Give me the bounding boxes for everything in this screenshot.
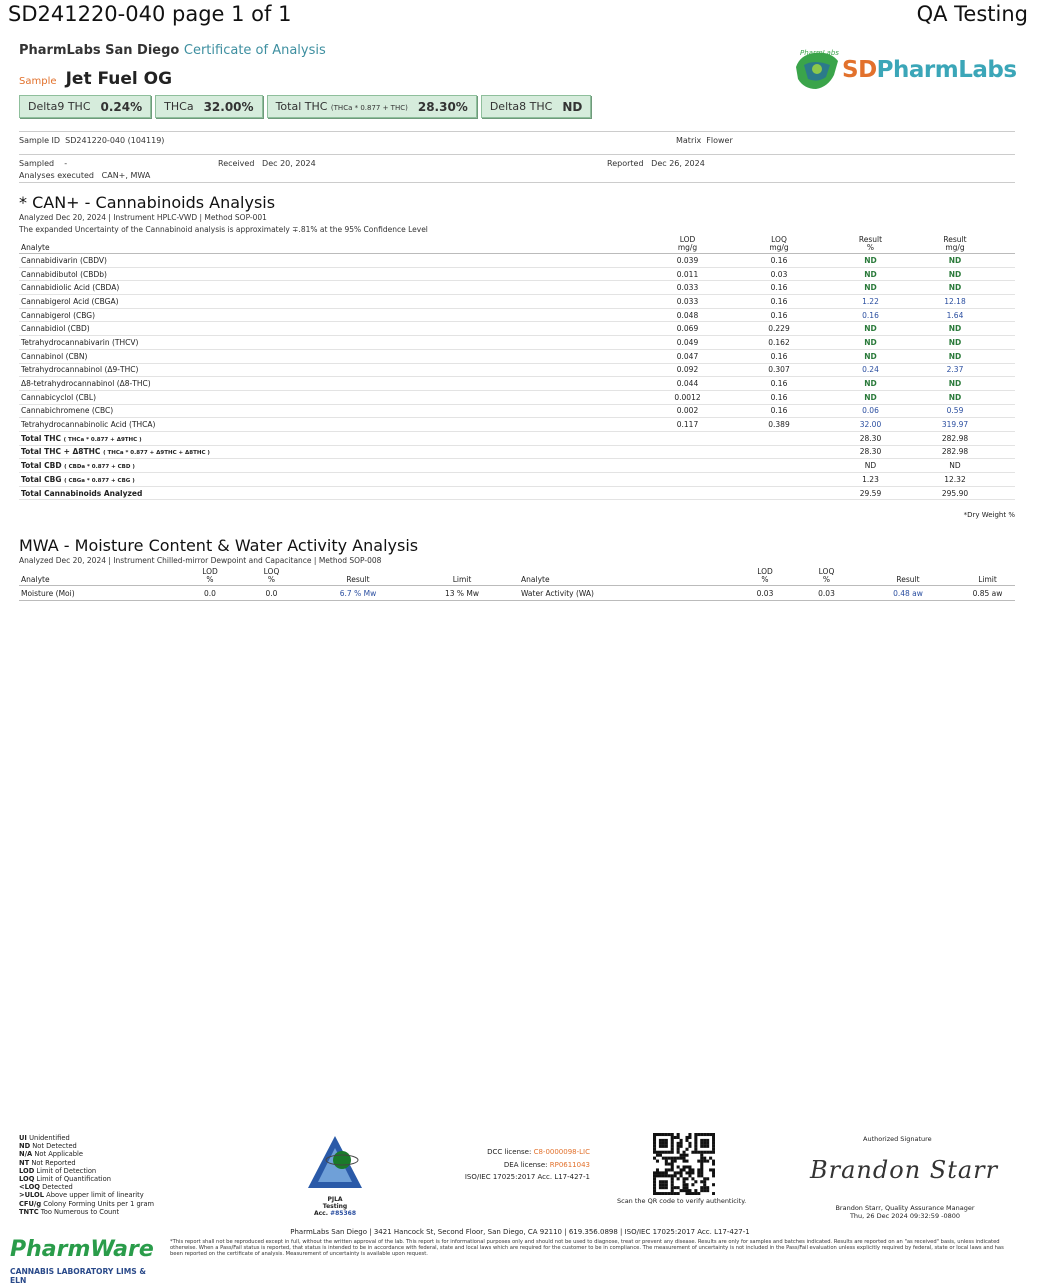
total-formula: ( THCa * 0.877 + Δ9THC + Δ8THC ) xyxy=(103,450,210,457)
can-section-title: * CAN+ - Cannabinoids Analysis xyxy=(19,193,276,212)
limit-value: 13 % Mw xyxy=(405,586,519,601)
result-mg: ND xyxy=(895,322,1015,336)
lod-value: 0.0 xyxy=(188,586,232,601)
lod-value: 0.044 xyxy=(663,377,712,391)
result-mg: ND xyxy=(895,459,1015,473)
table-row xyxy=(19,336,1015,350)
col-loq: LOQ mg/g xyxy=(712,236,846,254)
lod-value: 0.048 xyxy=(663,308,712,322)
result-mg: ND xyxy=(895,281,1015,295)
pjla-accreditation xyxy=(300,1130,370,1217)
col-analyte-2: Analyte xyxy=(519,568,733,586)
total-row xyxy=(19,473,1015,487)
total-name: Total THC ( THCa * 0.877 + Δ9THC ) xyxy=(19,431,663,445)
result-value: 6.7 % Mw xyxy=(311,586,405,601)
sample-name: Jet Fuel OG xyxy=(65,69,173,89)
result-mg: 12.18 xyxy=(895,295,1015,309)
loq-value: 0.16 xyxy=(712,377,846,391)
result-mg: 2.37 xyxy=(895,363,1015,377)
analyte-name: Cannabidivarin (CBDV) xyxy=(19,254,663,268)
table-row xyxy=(19,363,1015,377)
col-limit: Limit xyxy=(405,568,519,586)
analyses-field: Analyses executed CAN+, MWA xyxy=(19,171,151,180)
result-mg: 0.59 xyxy=(895,404,1015,418)
table-row xyxy=(19,322,1015,336)
sample-line xyxy=(19,69,172,89)
result-pct: 1.22 xyxy=(846,295,895,309)
loq-value: 0.0 xyxy=(232,586,311,601)
loq-value: 0.16 xyxy=(712,295,846,309)
loq-value: 0.229 xyxy=(712,322,846,336)
limit-value: 0.85 aw xyxy=(960,586,1015,601)
loq-value: 0.307 xyxy=(712,363,846,377)
mwa-table xyxy=(19,568,1015,601)
table-row xyxy=(19,267,1015,281)
result-pct: ND xyxy=(846,267,895,281)
total-row xyxy=(19,459,1015,473)
analyte-name: Cannabidibutol (CBDb) xyxy=(19,267,663,281)
result-mg: 282.98 xyxy=(895,445,1015,459)
analyte-name: Δ8-tetrahydrocannabinol (Δ8-THC) xyxy=(19,377,663,391)
mwa-analyzed: Analyzed Dec 20, 2024 | Instrument Chilled-mirror Dewpoint and Capacitance | Method SOP-008 xyxy=(19,556,382,565)
analyte-name: Cannabidiol (CBD) xyxy=(19,322,663,336)
analyte-name: Cannabichromene (CBC) xyxy=(19,404,663,418)
total-name: Total Cannabinoids Analyzed xyxy=(19,486,663,500)
analyte-name: Tetrahydrocannabinolic Acid (THCA) xyxy=(19,418,663,432)
lod-value: 0.117 xyxy=(663,418,712,432)
table-row xyxy=(19,295,1015,309)
col-lod: LOD % xyxy=(188,568,232,586)
table-row xyxy=(19,404,1015,418)
col-lod: LOD mg/g xyxy=(663,236,712,254)
logo-arc-text: PharmLabs xyxy=(800,49,839,57)
lod-value: 0.049 xyxy=(663,336,712,350)
lod-value: 0.03 xyxy=(733,586,797,601)
pjla-text: PJLA Testing Acc. #85368 xyxy=(313,1196,357,1217)
document-id: SD241220-040 page 1 of 1 xyxy=(8,2,292,26)
badge-formula: (THCa * 0.877 + THC) xyxy=(330,104,408,112)
loq-value: 0.16 xyxy=(712,308,846,322)
loq-value: 0.16 xyxy=(712,404,846,418)
legend-item: >ULOL Above upper limit of linearity xyxy=(19,1191,144,1200)
badge-total-thc xyxy=(267,95,477,118)
analyte-name: Tetrahydrocannabinol (Δ9-THC) xyxy=(19,363,663,377)
col-analyte: Analyte xyxy=(19,568,188,586)
badge-value: 0.24% xyxy=(100,99,143,114)
qr-note: Scan the QR code to verify authenticity. xyxy=(617,1197,747,1205)
dcc-license: DCC license: C8-0000098-LIC xyxy=(487,1148,590,1156)
loq-value: 0.162 xyxy=(712,336,846,350)
result-pct: 0.06 xyxy=(846,404,895,418)
result-mg: 1.64 xyxy=(895,308,1015,322)
loq-value: 0.16 xyxy=(712,254,846,268)
pjla-logo-icon xyxy=(300,1130,370,1192)
result-mg: ND xyxy=(895,254,1015,268)
signature-title: Authorized Signature xyxy=(863,1135,932,1143)
signature-image: Brandon Starr xyxy=(810,1156,999,1184)
loq-value: 0.389 xyxy=(712,418,846,432)
sample-label: Sample xyxy=(19,76,57,87)
loq-value: 0.16 xyxy=(712,281,846,295)
col-limit-2: Limit xyxy=(960,568,1015,586)
result-pct: ND xyxy=(846,322,895,336)
lab-line xyxy=(19,43,326,58)
col-loq: LOQ % xyxy=(232,568,311,586)
total-name: Total THC + Δ8THC ( THCa * 0.877 + Δ9THC + Δ8THC ) xyxy=(19,445,663,459)
loq-value: 0.16 xyxy=(712,349,846,363)
result-pct: ND xyxy=(846,377,895,391)
col-analyte: Analyte xyxy=(19,236,663,254)
loq-value: 0.03 xyxy=(712,267,846,281)
col-lod-2: LOD % xyxy=(733,568,797,586)
qr-code[interactable] xyxy=(653,1133,715,1195)
col-result: Result xyxy=(311,568,405,586)
result-mg: ND xyxy=(895,377,1015,391)
result-pct: 1.23 xyxy=(846,473,895,487)
col-result-2: Result xyxy=(856,568,960,586)
total-name: Total CBG ( CBGa * 0.877 + CBG ) xyxy=(19,473,663,487)
badge-label: Delta8 THC xyxy=(489,100,553,113)
analyte-name: Cannabinol (CBN) xyxy=(19,349,663,363)
table-header xyxy=(19,236,1015,254)
badge-label: THCa xyxy=(164,100,194,113)
doc-type: Certificate of Analysis xyxy=(183,43,326,58)
badge-label: Total THC (THCa * 0.877 + THC) xyxy=(275,100,408,113)
legend-item: N/A Not Applicable xyxy=(19,1150,83,1159)
result-mg: ND xyxy=(895,349,1015,363)
badge-label: Delta9 THC xyxy=(28,100,91,113)
result-pct: ND xyxy=(846,281,895,295)
abbreviation-legend xyxy=(19,1134,154,1216)
analyte-name: Cannabidiolic Acid (CBDA) xyxy=(19,281,663,295)
legend-item: NT Not Reported xyxy=(19,1158,76,1167)
result-pct: 32.00 xyxy=(846,418,895,432)
result-pct: 29.59 xyxy=(846,486,895,500)
result-mg: ND xyxy=(895,390,1015,404)
lab-name: PharmLabs San Diego xyxy=(19,43,180,58)
badge-thca xyxy=(155,95,262,118)
footer-disclaimer: *This report shall not be reproduced except in full, without the written approval of the lab. This report is for informational purposes only and should not be used to diagnose, treat or prevent any disease. Results are only for samples and batches indicated. Results are reported on an "as received" basis, unless indicated otherwise. When a Pass/Fail status is reported, that status is intended to be in accordance with federal, state and local laws which are required for the customer to be in compliance. The measurement of uncertainty is not included in the Pass/Fail evaluation unless explicitly required by federal, state or local laws and has been reported on the certificate of analysis. Measurement of uncertainty is available upon request. xyxy=(170,1239,1004,1257)
analyte-name: Cannabicyclol (CBL) xyxy=(19,390,663,404)
result-pct: 0.16 xyxy=(846,308,895,322)
qr-code-icon xyxy=(653,1133,715,1195)
table-row xyxy=(19,418,1015,432)
cannabinoids-table xyxy=(19,236,1015,500)
lod-value: 0.0012 xyxy=(663,390,712,404)
sample-id-field: Sample ID SD241220-040 (104119) xyxy=(19,136,165,145)
matrix-field: Matrix Flower xyxy=(676,136,733,145)
legend-item: <LOQ Detected xyxy=(19,1183,73,1192)
loq-value: 0.03 xyxy=(797,586,856,601)
analyte-name: Water Activity (WA) xyxy=(519,586,733,601)
lod-value: 0.039 xyxy=(663,254,712,268)
reported-field: Reported Dec 26, 2024 xyxy=(607,159,705,168)
legend-item: UI Unidentified xyxy=(19,1134,70,1142)
analyte-name: Moisture (Moi) xyxy=(19,586,188,601)
license-info xyxy=(440,1146,590,1184)
badge-delta9 xyxy=(19,95,151,118)
total-formula: ( CBGa * 0.877 + CBG ) xyxy=(64,477,135,484)
total-row xyxy=(19,486,1015,500)
table-header xyxy=(19,568,1015,586)
table-row xyxy=(19,390,1015,404)
lod-value: 0.033 xyxy=(663,295,712,309)
lod-value: 0.047 xyxy=(663,349,712,363)
iso-accreditation: ISO/IEC 17025:2017 Acc. L17-427-1 xyxy=(464,1173,590,1181)
result-pct: 0.24 xyxy=(846,363,895,377)
dry-weight-note: *Dry Weight % xyxy=(963,511,1015,519)
can-uncertainty: The expanded Uncertainty of the Cannabinoid analysis is approximately ∓.81% at the 95% Confidence Level xyxy=(19,225,428,234)
total-row xyxy=(19,445,1015,459)
pharmware-logo: PharmWare CANNABIS LABORATORY LIMS & ELN xyxy=(10,1237,154,1285)
lod-value: 0.033 xyxy=(663,281,712,295)
analyte-name: Tetrahydrocannabivarin (THCV) xyxy=(19,336,663,350)
result-mg: 319.97 xyxy=(895,418,1015,432)
result-pct: ND xyxy=(846,459,895,473)
sampled-field: Sampled - xyxy=(19,159,68,168)
dea-license: DEA license: RP0611043 xyxy=(503,1160,590,1169)
col-loq-2: LOQ % xyxy=(797,568,856,586)
total-row xyxy=(19,431,1015,445)
result-mg: ND xyxy=(895,267,1015,281)
lod-value: 0.069 xyxy=(663,322,712,336)
mwa-section-title: MWA - Moisture Content & Water Activity Analysis xyxy=(19,536,419,555)
table-row xyxy=(19,254,1015,268)
result-pct: ND xyxy=(846,336,895,350)
logo-text: SDPharmLabs xyxy=(842,57,1017,83)
col-result-mg: Result mg/g xyxy=(895,236,1015,254)
table-row xyxy=(19,308,1015,322)
total-formula: ( CBDa * 0.877 + CBD ) xyxy=(64,464,135,471)
analyte-name: Cannabigerol Acid (CBGA) xyxy=(19,295,663,309)
badge-value: 28.30% xyxy=(417,99,468,114)
lod-value: 0.011 xyxy=(663,267,712,281)
sdpharmlabs-logo xyxy=(790,45,1015,95)
footer-address: PharmLabs San Diego | 3421 Hancock St, Second Floor, San Diego, CA 92110 | 619.356.0898 | ISO/IEC 17025:2017 Acc. L17-427-1 xyxy=(290,1228,750,1236)
result-pct: ND xyxy=(846,349,895,363)
result-pct: ND xyxy=(846,390,895,404)
legend-item: CFU/g Colony Forming Units per 1 gram xyxy=(19,1199,155,1208)
result-pct: 28.30 xyxy=(846,445,895,459)
legend-item: TNTC Too Numerous to Count xyxy=(19,1207,120,1216)
col-result-pct: Result % xyxy=(846,236,895,254)
summary-badges xyxy=(19,95,591,118)
legend-item: LOQ Limit of Quantification xyxy=(19,1175,111,1184)
table-row xyxy=(19,349,1015,363)
table-row xyxy=(19,377,1015,391)
analyte-name: Cannabigerol (CBG) xyxy=(19,308,663,322)
table-row xyxy=(19,586,1015,601)
result-pct: ND xyxy=(846,254,895,268)
result-mg: 282.98 xyxy=(895,431,1015,445)
result-mg: 295.90 xyxy=(895,486,1015,500)
badge-delta8 xyxy=(481,95,592,118)
california-leaf-icon xyxy=(790,45,850,95)
result-value: 0.48 aw xyxy=(856,586,960,601)
total-formula: ( THCa * 0.877 + Δ9THC ) xyxy=(63,436,142,443)
result-pct: 28.30 xyxy=(846,431,895,445)
badge-value: 32.00% xyxy=(203,99,254,114)
signer-info: Brandon Starr, Quality Assurance Manager Thu, 26 Dec 2024 09:32:59 -0800 xyxy=(835,1204,975,1220)
badge-value: ND xyxy=(562,99,583,114)
table-row xyxy=(19,281,1015,295)
total-name: Total CBD ( CBDa * 0.877 + CBD ) xyxy=(19,459,663,473)
qa-testing-title: QA Testing xyxy=(916,2,1028,26)
received-field: Received Dec 20, 2024 xyxy=(218,159,316,168)
loq-value: 0.16 xyxy=(712,390,846,404)
legend-item: ND Not Detected xyxy=(19,1142,77,1151)
legend-item: LOD Limit of Detection xyxy=(19,1166,97,1175)
can-analyzed: Analyzed Dec 20, 2024 | Instrument HPLC-VWD | Method SOP-001 xyxy=(19,213,267,222)
result-mg: 12.32 xyxy=(895,473,1015,487)
lod-value: 0.002 xyxy=(663,404,712,418)
result-mg: ND xyxy=(895,336,1015,350)
lod-value: 0.092 xyxy=(663,363,712,377)
